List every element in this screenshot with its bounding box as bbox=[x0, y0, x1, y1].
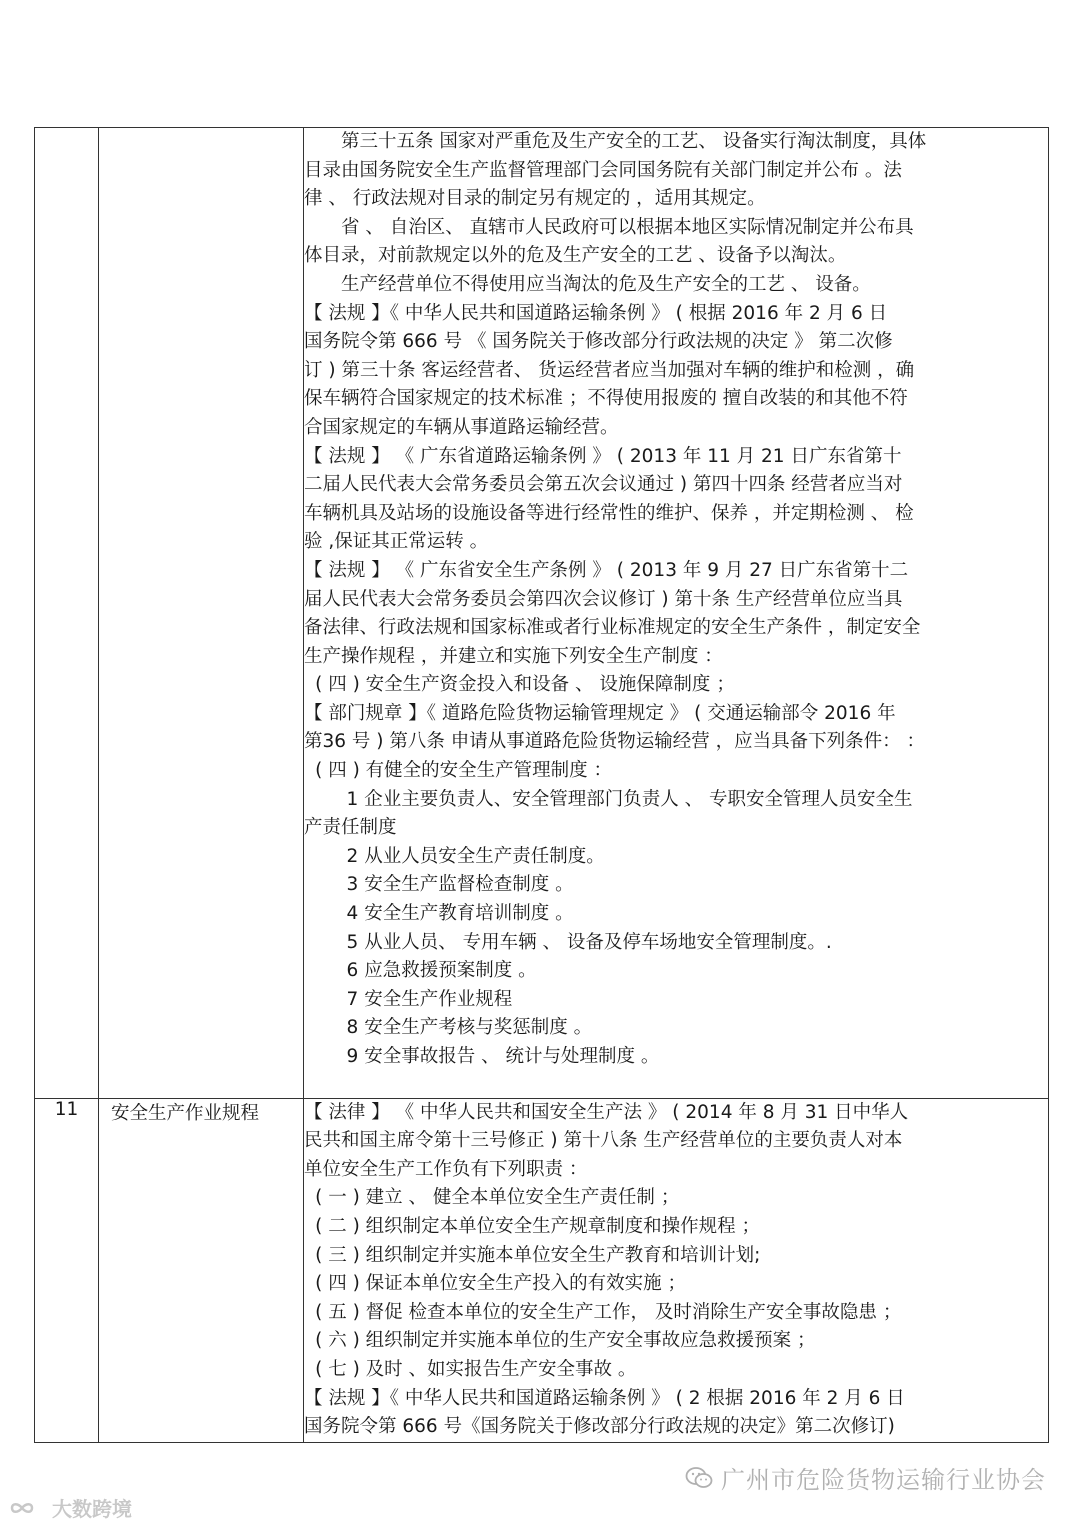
text-line: 目录由国务院安全生产监督管理部门会同国务院有关部门制定并公布 。法 bbox=[304, 159, 902, 181]
text-line: 5 从业人员、 专用车辆 、 设备及停车场地安全管理制度。. bbox=[346, 931, 832, 953]
row-item-cell bbox=[99, 128, 304, 1099]
wechat-icon bbox=[685, 1466, 713, 1490]
text-line: 省 、 自治区、 直辖市人民政府可以根据本地区实际情况制定并公布具 bbox=[341, 216, 914, 238]
text-line: 保车辆符合国家规定的技术标准 ；不得使用报废的 擅自改装的和其他不符 bbox=[304, 388, 908, 410]
watermark-text: 广州市危险货物运输行业协会 bbox=[721, 1466, 1046, 1494]
text-line: 【 法规 】《 中华人民共和国道路运输条例 》 ( 2 根据 2016 年 2 月 6 日 bbox=[304, 1387, 905, 1409]
text-line: 体目录，对前款规定以外的危及生产安全的工艺 、设备予以淘汰。 bbox=[304, 245, 847, 267]
row-item-cell bbox=[99, 1098, 304, 1442]
text-line: 第三十五条 国家对严重危及生产安全的工艺、 设备实行淘汰制度，具体 bbox=[341, 131, 927, 152]
text-line: 国务院令第 666 号 《 国务院关于修改部分行政法规的决定 》 第二次修 bbox=[304, 331, 893, 353]
text-line: 验 ,保证其正常运转 。 bbox=[304, 531, 489, 553]
text-line: 生产经营单位不得使用应当淘汰的危及生产安全的工艺 、 设备。 bbox=[341, 273, 871, 295]
table-row bbox=[35, 128, 1049, 1099]
text-line: ( 三 ) 组织制定并实施本单位安全生产教育和培训计划; bbox=[315, 1244, 761, 1266]
text-line: ( 六 ) 组织制定并实施本单位的生产安全事故应急救援预案 ； bbox=[315, 1330, 816, 1352]
text-line: 届人民代表大会常务委员会第四次会议修订 ) 第十条 生产经营单位应当具 bbox=[304, 588, 903, 610]
row-number-cell bbox=[35, 128, 99, 1099]
text-line: 订 ) 第三十条 客运经营者、 货运经营者应当加强对车辆的维护和检测 ，确 bbox=[304, 359, 915, 381]
text-line: ( 五 ) 督促 检查本单位的安全生产工作， 及时消除生产安全事故隐患 ； bbox=[315, 1301, 902, 1323]
text-line: 8 安全生产考核与奖惩制度 。 bbox=[346, 1017, 593, 1039]
table-row bbox=[35, 1098, 1049, 1442]
text-line: 国务院令第 666 号《国务院关于修改部分行政法规的决定》第二次修订) bbox=[304, 1416, 895, 1438]
text-line: 【 部门规章 】《 道路危险货物运输管理规定 》 ( 交通运输部令 2016 年 bbox=[304, 702, 896, 724]
text-line: 2 从业人员安全生产责任制度。 bbox=[346, 845, 605, 867]
wechat-watermark bbox=[685, 1460, 1046, 1495]
text-line: 合国家规定的车辆从事道路运输经营。 bbox=[304, 416, 619, 438]
text-line: ( 四 ) 有健全的安全生产管理制度 ： bbox=[315, 760, 613, 782]
text-line: 【 法规 】《 中华人民共和国道路运输条例 》 ( 根据 2016 年 2 月 6 日 bbox=[304, 302, 888, 324]
text-line: 备法律、行政法规和国家标准或者行业标准规定的安全生产条件 ，制定安全 bbox=[304, 617, 921, 639]
logo-watermark bbox=[8, 1493, 132, 1522]
text-line: ( 七 ) 及时 、如实报告生产安全事故 。 bbox=[315, 1358, 637, 1380]
text-line: 民共和国主席令第十三号修正 ) 第十八条 生产经营单位的主要负责人对本 bbox=[304, 1130, 903, 1152]
text-line: 生产操作规程 ，并建立和实施下列安全生产制度 ： bbox=[304, 645, 723, 667]
text-line: 9 安全事故报告 、 统计与处理制度 。 bbox=[346, 1046, 660, 1067]
text-line: 律 、 行政法规对目录的制定另有规定的 ，适用其规定。 bbox=[304, 188, 766, 210]
spacer bbox=[304, 1072, 1048, 1098]
text-line: 6 应急救援预案制度 。 bbox=[346, 960, 537, 982]
text-line: 1 企业主要负责人、安全管理部门负责人 、 专职安全管理人员安全生 bbox=[346, 788, 913, 810]
text-line: ( 四 ) 安全生产资金投入和设备 、 设施保障制度 ； bbox=[315, 674, 735, 696]
regulation-text bbox=[304, 128, 1048, 1072]
text-line: 3 安全生产监督检查制度 。 bbox=[346, 874, 574, 896]
regulation-text bbox=[304, 1099, 1048, 1442]
text-line: ( 二 ) 组织制定本单位安全生产规章制度和操作规程 ； bbox=[315, 1215, 761, 1237]
row-number: 11 bbox=[54, 1098, 79, 1120]
text-line: ( 一 ) 建立 、 健全本单位安全生产责任制 ； bbox=[315, 1187, 680, 1209]
text-line: 7 安全生产作业规程 bbox=[346, 988, 513, 1010]
regulation-text-cell bbox=[304, 128, 1049, 1099]
row-item: 安全生产作业规程 bbox=[111, 1102, 260, 1124]
text-line: 车辆机具及站场的设施设备等进行经常性的维护、保养 ，并定期检测 、 检 bbox=[304, 502, 914, 524]
text-line: 二届人民代表大会常务委员会第五次会议通过 ) 第四十四条 经营者应当对 bbox=[304, 474, 903, 496]
text-line: 第36 号 ) 第八条 申请从事道路危险货物运输经营 ，应当具备下列条件： ： bbox=[304, 731, 926, 753]
text-line: 【 法规 】 《 广东省道路运输条例 》 ( 2013 年 11 月 21 日广东省第十 bbox=[304, 445, 902, 467]
text-line: ( 四 ) 保证本单位安全生产投入的有效实施 ； bbox=[315, 1273, 687, 1295]
text-line: 产责任制度 bbox=[304, 817, 397, 839]
regulation-text-cell bbox=[304, 1098, 1049, 1442]
text-line: 【 法规 】 《 广东省安全生产条例 》 ( 2013 年 9 月 27 日广东省第十二 bbox=[304, 559, 909, 581]
text-line: 4 安全生产教育培训制度 。 bbox=[346, 903, 574, 925]
infinity-logo-icon bbox=[8, 1497, 48, 1519]
regulation-table bbox=[34, 127, 1049, 1443]
text-line: 单位安全生产工作负有下列职责 ： bbox=[304, 1158, 588, 1180]
text-line: 【 法律 】 《 中华人民共和国安全生产法 》 ( 2014 年 8 月 31 日中华人 bbox=[304, 1101, 909, 1123]
row-number-cell bbox=[35, 1098, 99, 1442]
watermark-logo-text: 大数跨境 bbox=[52, 1497, 132, 1521]
